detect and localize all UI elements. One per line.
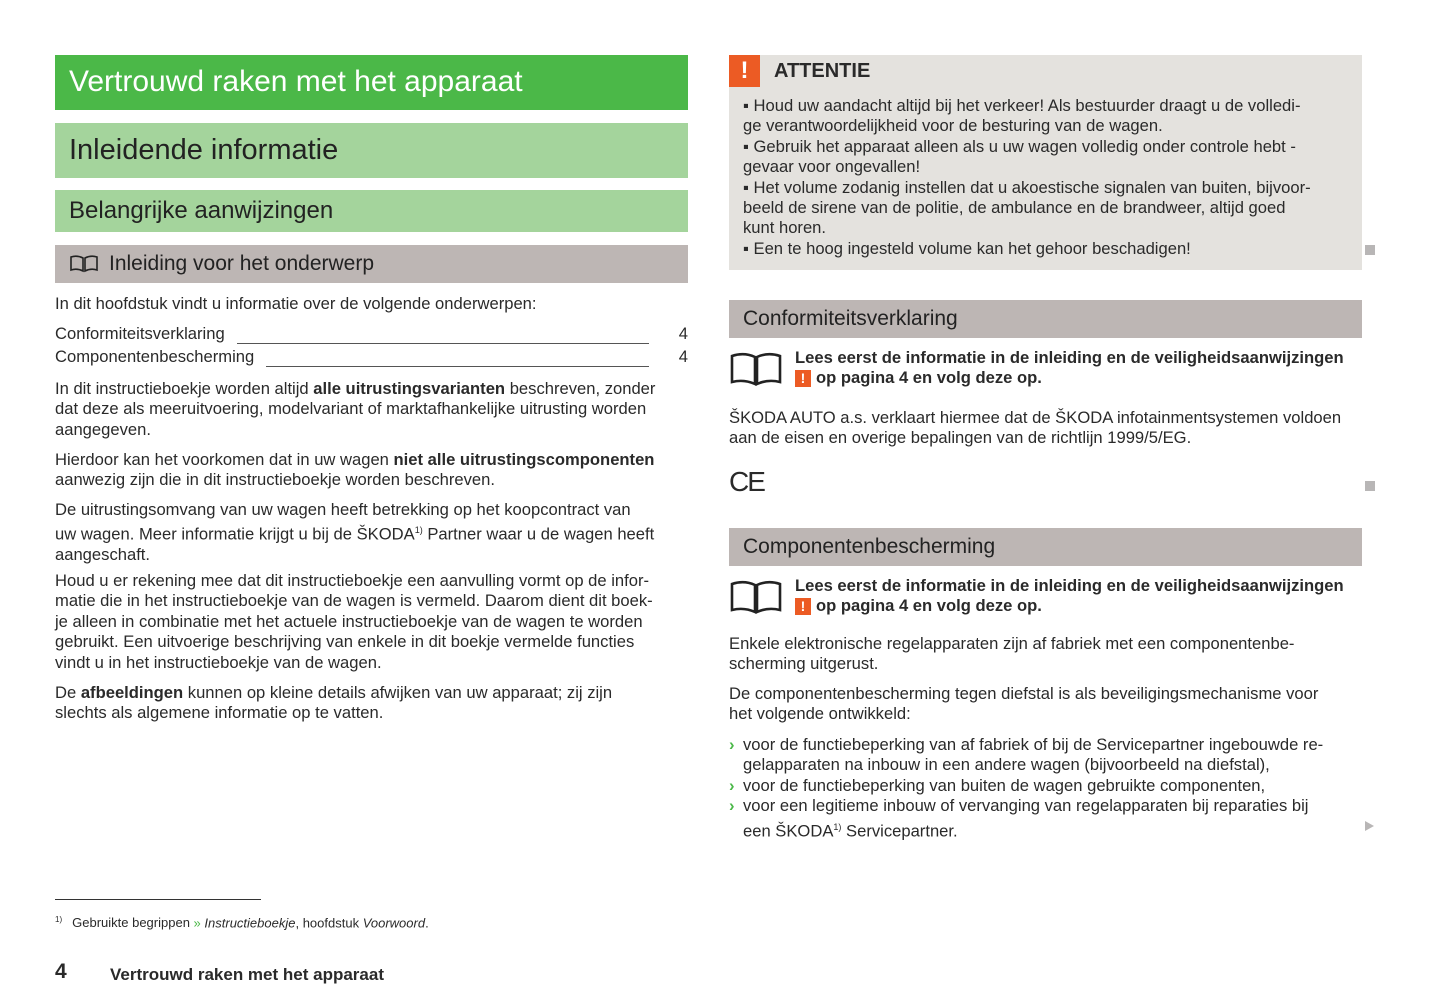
link-arrow-icon: » [193, 915, 201, 931]
page-number: 4 [55, 960, 67, 983]
list-item: › voor een legitieme inbouw of vervanging van regelapparaten bij reparaties bij een ŠKODA$^{1)}$ Servicepartner. [729, 796, 1309, 841]
safety-note [729, 348, 1369, 392]
section-heading: Inleidende informatie [55, 123, 688, 178]
conformity-text: ŠKODA AUTO a.s. verklaart hiermee dat de ŠKODA infotainmentsystemen voldoen aan de eisen en overige bepalingen van de richtlijn 1999/5/EG. [729, 408, 1342, 448]
paragraph: De afbeeldingen kunnen op kleine details afwijken van uw apparaat; zij zijn slechts als algemene informatie op te vatten. [55, 683, 613, 723]
end-marker-icon [1365, 245, 1375, 255]
paragraph: In dit instructieboekje worden altijd alle uitrustingsvarianten beschreven, zonder dat deze als meeruitvoering, modelvariant of marktafhankelijke uitrusting worden aangegeven. [55, 379, 656, 439]
attention-bullet: ▪ Het volume zodanig instellen dat u akoestische signalen van buiten, bijvoor- beeld de sirene van de politie, de ambulance en de brandweer, altijd goed kunt horen. [743, 177, 1311, 238]
paragraph: Houd u er rekening mee dat dit instructieboekje een aanvulling vormt op de infor- matie die in het instructieboekje van de wagen is vermeld. Daarom dient dit boek- je alleen in combinatie met het actuele instructieboekje van de wagen te worden gebruikt. Een uitvoerige beschrijving van enkele in dit boekje vermelde functies vindt u in het instructieboekje van de wagen. [55, 571, 653, 672]
footnote-divider [55, 899, 261, 900]
warning-icon: ! [795, 370, 811, 387]
page-reference-link[interactable]: op pagina 4 en volg deze op. [816, 368, 1042, 388]
intro-text: In dit hoofdstuk vindt u informatie over de volgende onderwerpen: [55, 294, 537, 313]
attention-title: ATTENTIE [774, 60, 871, 82]
warning-icon: ! [795, 598, 811, 615]
attention-bullet: ▪ Een te hoog ingesteld volume kan het gehoor beschadigen! [743, 238, 1191, 258]
manual-link[interactable]: Instructieboekje [204, 915, 296, 931]
book-icon [69, 254, 99, 274]
book-icon [729, 578, 783, 616]
chevron-right-icon: › [729, 796, 735, 816]
intro-heading-text: Inleiding voor het onderwerp [109, 251, 375, 275]
page-reference-link[interactable]: op pagina 4 en volg deze op. [816, 596, 1042, 616]
conformity-heading: Conformiteitsverklaring [729, 300, 1362, 338]
attention-bullet: ▪ Houd uw aandacht altijd bij het verkeer! Als bestuurder draagt u de volledi- ge verantwoordelijkheid voor de besturing van de wagen. [743, 96, 1301, 136]
list-item: › voor de functiebeperking van buiten de wagen gebruikte componenten, [729, 775, 1266, 795]
toc-page: 4 [678, 324, 688, 343]
toc-label: Conformiteitsverklaring [55, 324, 225, 343]
footnote: $^{1)}$ Gebruikte begrippen » Instructieboekje, hoofdstuk Voorwoord. [55, 915, 429, 931]
end-marker-icon [1365, 481, 1375, 491]
attention-box [729, 55, 1362, 270]
continue-arrow-icon [1365, 821, 1374, 831]
toc-item[interactable] [55, 347, 688, 367]
paragraph: Enkele elektronische regelapparaten zijn af fabriek met een componentenbe- scherming uitgerust. [729, 634, 1295, 674]
safety-note-text: Lees eerst de informatie in de inleiding en de veiligheidsaanwijzingen ! op pagina 4 en volg deze op. [795, 348, 1344, 388]
attention-bullet: ▪ Gebruik het apparaat alleen als u uw wagen volledig onder controle hebt - gevaar voor ongevallen! [743, 136, 1296, 177]
chapter-heading: Vertrouwd raken met het apparaat [55, 55, 688, 110]
attention-list [743, 96, 1358, 259]
safety-note-text: Lees eerst de informatie in de inleiding en de veiligheidsaanwijzingen ! op pagina 4 en volg deze op. [795, 576, 1344, 616]
paragraph: Hierdoor kan het voorkomen dat in uw wagen niet alle uitrustingscomponenten aanwezig zijn die in dit instructieboekje worden beschreven. [55, 450, 655, 490]
subsection-heading: Belangrijke aanwijzingen [55, 190, 688, 232]
toc-label: Componentenbescherming [55, 347, 255, 366]
list-item: › voor de functiebeperking van af fabriek of bij de Servicepartner ingebouwde re- gelapparaten na inbouw in een andere wagen (bijvoorbeeld na diefstal), [729, 735, 1324, 775]
intro-heading [55, 245, 688, 283]
ce-mark-logo: CE [729, 466, 764, 497]
components-list [729, 735, 1369, 842]
paragraph: De uitrustingsomvang van uw wagen heeft betrekking op het koopcontract van uw wagen. Meer informatie krijgt u bij de ŠKODA$^{1)}$ Partner waar u de wagen heeft aangeschaft. [55, 500, 655, 565]
chevron-right-icon: › [729, 735, 735, 754]
footer-title: Vertrouwd raken met het apparaat [110, 965, 384, 984]
toc-item[interactable] [55, 324, 688, 344]
safety-note [729, 576, 1369, 620]
toc-page: 4 [678, 347, 688, 366]
paragraph: De componentenbescherming tegen diefstal is als beveiligingsmechanisme voor het volgende ontwikkeld: [729, 684, 1319, 724]
book-icon [729, 350, 783, 388]
warning-icon: ! [729, 55, 760, 87]
chevron-right-icon: › [729, 775, 735, 795]
components-heading: Componentenbescherming [729, 528, 1362, 566]
